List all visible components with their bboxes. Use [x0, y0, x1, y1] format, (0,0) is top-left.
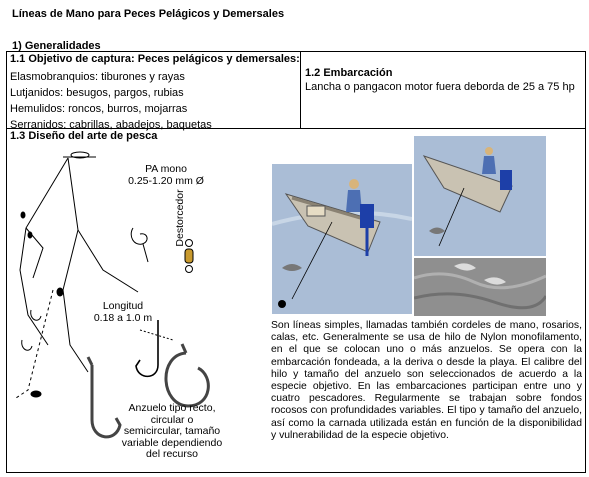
- vessel-text: Lancha o pangacon motor fuera deborda de 25 a 75 hp: [305, 81, 575, 93]
- capture-objective-heading: 1.1 Objetivo de captura: Peces pelágicos y demersales:: [10, 53, 300, 65]
- hook-medium-icon: [136, 320, 158, 376]
- sinker-icon: [57, 288, 63, 296]
- swivel-label: Destorcedor: [174, 189, 186, 247]
- list-item: Serranidos: cabrillas, abadejos, baquetas: [10, 119, 212, 131]
- straight-hook-icon: [92, 365, 120, 437]
- fisherman-icon: [349, 179, 359, 189]
- species-list: [10, 69, 212, 133]
- vessel-heading: 1.2 Embarcación: [305, 67, 393, 79]
- list-item: Hemulidos: roncos, burros, mojarras: [10, 103, 188, 115]
- gear-description: Son líneas simples, llamadas también cordeles de mano, rosarios, calas, etc. Generalmente se usa de hilo de Nylon monofilamento, en el que se colocan uno o más anzuelos. Se opera con la embarcación fondeada, a la deriva o desde la playa. El calibre del hilo y tamaño del anzuelo son seleccionados de acuerdo a la especie objetivo. En las embarcaciones participan entre uno y cuatro pescadores. Regularmente se trabajan sobre fondos rocosos con profundidades variables. El tipo y tamaño del anzuelo, así como la carnada utilizada están en función de la disponibilidad y vulnerabilidad de la especie objetivo.: [271, 320, 582, 441]
- list-item: Lutjanidos: besugos, pargos, rubias: [10, 87, 184, 99]
- fisherman-icon: [485, 147, 493, 155]
- main-line: [20, 158, 68, 345]
- sinker-icon: [31, 391, 41, 397]
- list-item: Elasmobranquios: tiburones y rayas: [10, 71, 185, 83]
- loop-knot-icon: [131, 228, 147, 244]
- seabed-fish-illustration: [414, 258, 546, 316]
- gear-design-heading: 1.3 Diseño del arte de pesca: [10, 130, 158, 142]
- hook-leader: [63, 290, 88, 372]
- circle-hook-icon: [166, 353, 208, 406]
- document-title: Líneas de Mano para Peces Pelágicos y Demersales: [12, 8, 285, 20]
- boat-fishing-illustration-small: [414, 136, 546, 256]
- section-generalidades: 1) Generalidades: [12, 40, 101, 52]
- hook-description: Anzuelo tipo recto, circular o semicircular, tamaño variable dependiendo del recurso: [121, 402, 223, 460]
- table-divider-vertical: [300, 51, 301, 128]
- line-spec-label: PA mono 0.25-1.20 mm Ø: [128, 163, 204, 187]
- boat-fishing-illustration-large: [272, 164, 412, 314]
- outboard-motor-icon: [360, 204, 374, 228]
- hook-small-icon: [22, 340, 32, 350]
- hook-small-icon: [31, 310, 41, 320]
- outboard-motor-icon: [500, 170, 512, 190]
- swivel-icon: [185, 240, 193, 273]
- length-label: Longitud 0.18 a 1.0 m: [93, 300, 153, 324]
